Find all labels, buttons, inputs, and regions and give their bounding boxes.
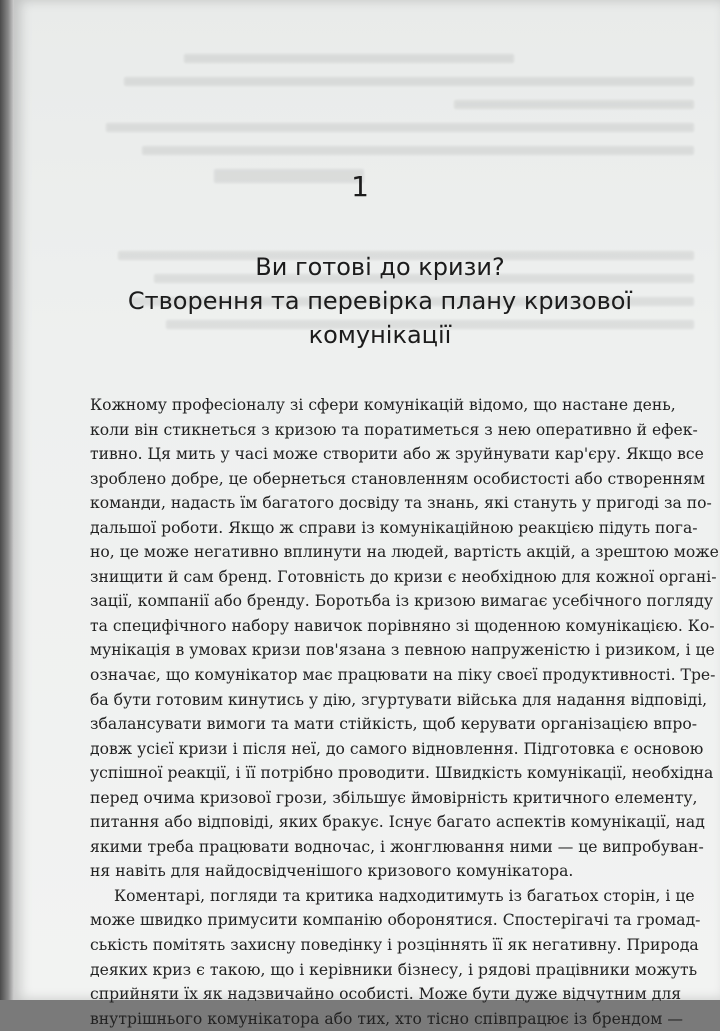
text-line: довж усієї кризи і після неї, до самого відновлення. Підготовка є основою (90, 739, 704, 758)
text-line: зації, компанії або бренду. Боротьба із кризою вимагає усебічного погляду (90, 592, 714, 611)
text-line: перед очима кризової грози, збільшує ймовірність критичного елементу, (90, 788, 698, 807)
chapter-title (60, 250, 700, 352)
chapter-number: 1 (351, 170, 369, 203)
chapter-title-line: комунікації (308, 321, 452, 349)
text-line: тивно. Ця мить у часі може створити або ж зруйнувати кар'єру. Якщо все (90, 445, 704, 464)
text-line: ськість помітять захисну поведінку і розціннять її як негативну. Природа (90, 936, 699, 955)
text-line: ня навіть для найдосвідченішого кризового комунікатора. (90, 862, 574, 881)
text-line: успішної реакції, і її потрібно проводити. Швидкість комунікації, необхідна (90, 764, 714, 783)
text-line: дальшої роботи. Якщо ж справи із комунікаційною реакцією підуть пога- (90, 518, 698, 537)
text-line: Кожному професіоналу зі сфери комунікацій відомо, що настане день, (90, 396, 676, 414)
text-line: деяких криз є такою, що і керівники бізнесу, і рядові працівники можуть (90, 960, 698, 979)
chapter-title-line: Створення та перевірка плану кризової (127, 287, 633, 315)
paragraph (90, 884, 701, 1031)
text-line: внутрішнього комунікатора або тих, хто тісно співпрацює із брендом — (90, 1009, 683, 1028)
text-line: зроблено добре, це обернеться становленням особистості або створенням (90, 469, 706, 488)
chapter-body-text (90, 393, 719, 1031)
text-line: коли він стикнеться з кризою та поратиметься з нею оперативно й ефек- (90, 420, 698, 439)
text-line: Коментарі, погляди та критика надходитимуть із багатьох сторін, і це (114, 886, 695, 905)
text-line: ба бути готовим кинутись у дію, згуртувати війська для надання відповіді, (90, 690, 708, 709)
text-line: знищити й сам бренд. Готовність до кризи є необхідною для кожної органі- (90, 567, 717, 586)
text-line: сприйняти їх як надзвичайно особисті. Може бути дуже відчутним для (90, 985, 682, 1004)
text-line: команди, надасть їм багатого досвіду та знань, які стануть у пригоді за по- (90, 494, 712, 513)
text-line: но, це може негативно вплинути на людей, вартість акцій, а зрештою може (90, 543, 719, 562)
text-line: питання або відповіді, яких бракує. Існує багато аспектів комунікації, над (90, 813, 705, 832)
text-line: означає, що комунікатор має працювати на піку своєї продуктивності. Тре- (90, 666, 716, 685)
text-line: мунікація в умовах кризи пов'язана з певною напруженістю і ризиком, і це (90, 641, 715, 660)
text-line: та специфічного набору навичок порівняно зі щоденною комунікацією. Ко- (90, 616, 715, 635)
text-line: якими треба працювати водночас, і жонглювання ними — це випробуван- (90, 837, 704, 856)
chapter-title-line: Ви готові до кризи? (255, 253, 505, 281)
text-line: збалансувати вимоги та мати стійкість, щоб керувати організацією впро- (90, 715, 698, 734)
page-gutter-shadow (0, 0, 14, 1000)
paragraph (90, 393, 719, 884)
text-line: може швидко примусити компанію оборонятися. Спостерігачі та громад- (90, 911, 701, 930)
